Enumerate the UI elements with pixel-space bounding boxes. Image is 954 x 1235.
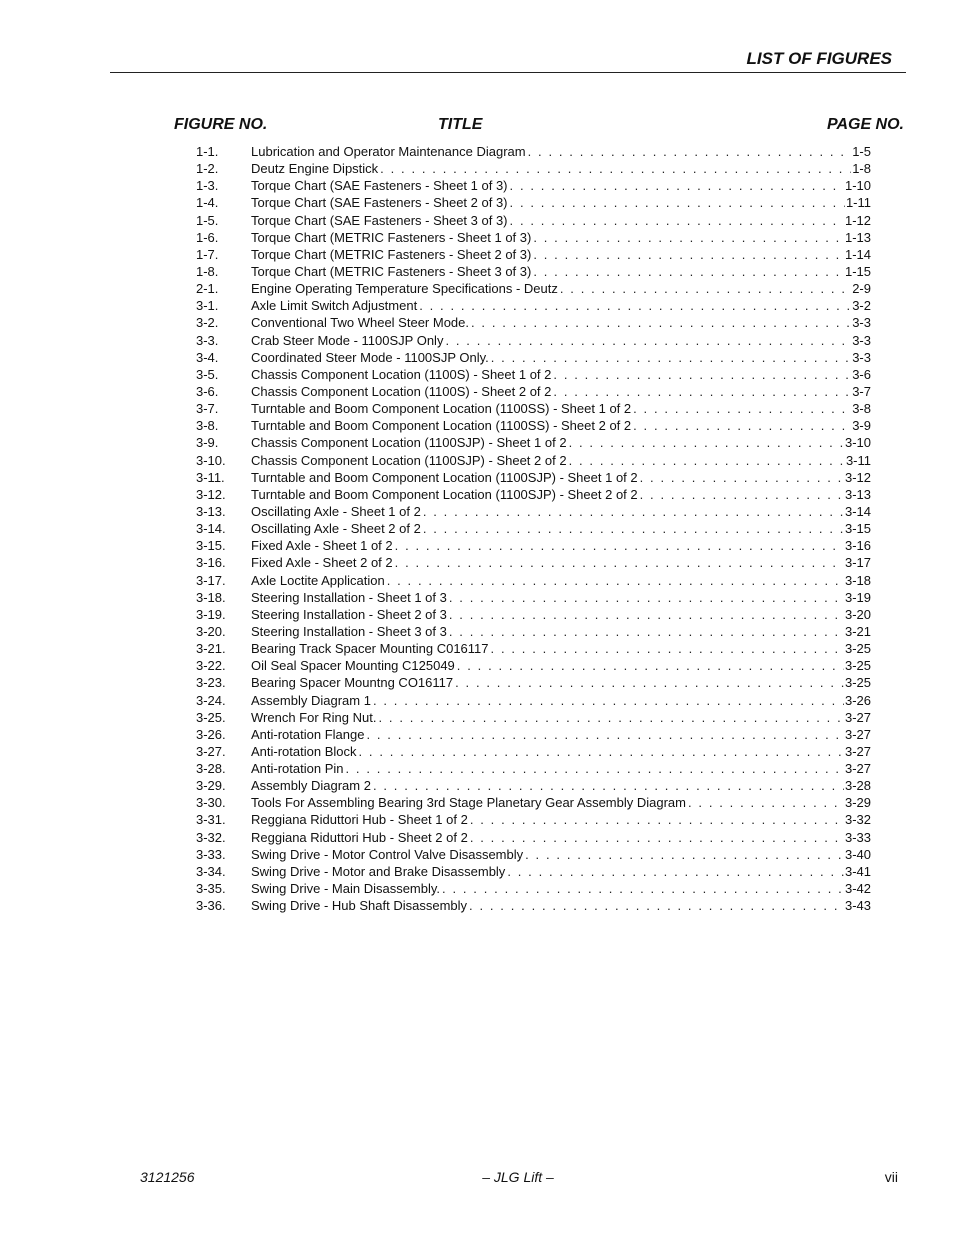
dot-leader [471,314,851,331]
figure-list-item[interactable] [196,400,871,417]
dot-leader [359,743,844,760]
figure-number: 3-34. [196,863,226,879]
figure-list-item[interactable] [196,606,871,623]
figure-page-number: 3-25 [844,641,871,657]
page-header-title: LIST OF FIGURES [746,49,892,68]
dot-leader [366,726,844,743]
figure-page-number: 3-3 [852,349,871,365]
figure-number: 1-7. [196,246,219,262]
figure-number: 3-12. [196,486,226,502]
figure-number: 3-1. [196,298,219,314]
figure-list-item[interactable] [196,743,871,760]
figure-number: 3-30. [196,795,226,811]
figure-number: 3-22. [196,658,226,674]
figure-page-number: 1-10 [844,178,871,194]
figure-number: 3-31. [196,812,226,828]
figure-title: Turntable and Boom Component Location (1100SS) - Sheet 1 of 2 [251,401,632,417]
figure-list-item[interactable] [196,811,871,828]
footer-brand: – JLG Lift – [482,1169,554,1185]
dot-leader [449,589,844,606]
figure-list-item[interactable] [196,297,871,314]
figure-page-number: 3-16 [844,538,871,554]
dot-leader [457,657,844,674]
figure-page-number: 3-10 [844,435,871,451]
dot-leader [449,623,844,640]
footer-doc-number: 3121256 [140,1169,195,1185]
figure-page-number: 1-14 [844,246,871,262]
figure-list-item[interactable] [196,537,871,554]
figure-number: 3-27. [196,743,226,759]
figure-number: 3-8. [196,418,219,434]
figure-number: 3-32. [196,829,226,845]
figure-page-number: 3-15 [844,521,871,537]
figure-list-item[interactable] [196,160,871,177]
figure-number: 3-29. [196,778,226,794]
dot-leader [507,863,844,880]
figure-list-item[interactable] [196,246,871,263]
figure-title: Tools For Assembling Bearing 3rd Stage Planetary Gear Assembly Diagram [251,795,686,811]
figure-list-item[interactable] [196,314,871,331]
dot-leader [525,846,844,863]
figure-page-number: 1-8 [852,161,871,177]
figure-list-item[interactable] [196,657,871,674]
figure-page-number: 3-8 [852,401,871,417]
figure-list-item[interactable] [196,897,871,914]
figure-number: 3-35. [196,881,226,897]
dot-leader [533,229,844,246]
figure-page-number: 1-5 [852,144,871,159]
figure-list-item[interactable] [196,863,871,880]
dot-leader [387,572,844,589]
figure-title: Reggiana Riduttori Hub - Sheet 1 of 2 [251,812,468,828]
figure-title: Assembly Diagram 1 [251,692,371,708]
figure-page-number: 3-32 [844,812,871,828]
dot-leader [633,417,851,434]
figure-number: 1-6. [196,229,219,245]
dot-leader [640,469,844,486]
figure-number: 3-25. [196,709,226,725]
dot-leader [640,486,844,503]
figure-number: 3-3. [196,332,219,348]
figure-title: Swing Drive - Motor Control Valve Disassembly [251,846,524,862]
figure-number: 3-26. [196,726,226,742]
figure-page-number: 3-43 [844,898,871,914]
figure-list-item[interactable] [196,572,871,589]
figure-list [196,143,871,914]
figure-title: Steering Installation - Sheet 1 of 3 [251,589,447,605]
figure-title: Fixed Axle - Sheet 2 of 2 [251,555,393,571]
figure-page-number: 3-14 [844,503,871,519]
figure-list-item[interactable] [196,383,871,400]
figure-title: Anti-rotation Flange [251,726,365,742]
figure-number: 3-20. [196,623,226,639]
figure-list-item[interactable] [196,554,871,571]
figure-title: Fixed Axle - Sheet 1 of 2 [251,538,393,554]
figure-title: Turntable and Boom Component Location (1100SJP) - Sheet 1 of 2 [251,469,638,485]
figure-list-item[interactable] [196,520,871,537]
column-header-title: TITLE [438,116,483,133]
dot-leader [423,520,844,537]
figure-number: 3-6. [196,383,219,399]
figure-title: Swing Drive - Main Disassembly. [251,881,441,897]
figure-list-item[interactable] [196,177,871,194]
figure-title: Axle Limit Switch Adjustment [251,298,418,314]
figure-number: 3-9. [196,435,219,451]
dot-leader [510,194,845,211]
figure-title: Swing Drive - Motor and Brake Disassembly [251,863,506,879]
figure-number: 3-11. [196,469,225,485]
figure-page-number: 3-33 [844,829,871,845]
figure-title: Engine Operating Temperature Specifications - Deutz [251,281,558,297]
figure-list-item[interactable] [196,349,871,366]
dot-leader [346,760,844,777]
figure-title: Swing Drive - Hub Shaft Disassembly [251,898,468,914]
figure-number: 1-4. [196,195,219,211]
dot-leader [569,434,844,451]
figure-title: Torque Chart (METRIC Fasteners - Sheet 3 of 3) [251,263,532,279]
figure-list-item[interactable] [196,846,871,863]
dot-leader [373,692,844,709]
figure-number: 3-15. [196,538,226,554]
figure-number: 3-14. [196,521,226,537]
figure-page-number: 2-9 [852,281,871,297]
dot-leader [510,212,844,229]
figure-list-item[interactable] [196,760,871,777]
figure-page-number: 3-3 [852,332,871,348]
figure-title: Bearing Track Spacer Mounting C016117 [251,641,489,657]
dot-leader [395,537,844,554]
figure-number: 2-1. [196,281,219,297]
figure-list-item[interactable] [196,469,871,486]
dot-leader [469,897,844,914]
figure-title: Assembly Diagram 2 [251,778,371,794]
figure-page-number: 3-11 [845,452,871,468]
figure-title: Anti-rotation Block [251,743,357,759]
figure-page-number: 3-25 [844,658,871,674]
figure-list-item[interactable] [196,280,871,297]
figure-title: Reggiana Riduttori Hub - Sheet 2 of 2 [251,829,468,845]
dot-leader [560,280,851,297]
figure-list-item[interactable] [196,589,871,606]
figure-title: Chassis Component Location (1100S) - Sheet 2 of 2 [251,383,552,399]
figure-title: Torque Chart (SAE Fasteners - Sheet 1 of 3) [251,178,508,194]
figure-page-number: 3-7 [852,383,871,399]
figure-page-number: 3-41 [844,863,871,879]
figure-number: 3-24. [196,692,226,708]
figure-list-item[interactable] [196,777,871,794]
figure-list-item[interactable] [196,503,871,520]
figure-page-number: 3-27 [844,726,871,742]
figure-list-item[interactable] [196,194,871,211]
figure-number: 1-5. [196,212,219,228]
figure-number: 1-2. [196,161,219,177]
figure-title: Torque Chart (METRIC Fasteners - Sheet 1 of 3) [251,229,532,245]
figure-title: Torque Chart (METRIC Fasteners - Sheet 2 of 3) [251,246,532,262]
dot-leader [378,709,844,726]
figure-title: Anti-rotation Pin [251,761,344,777]
figure-number: 1-8. [196,263,219,279]
column-header-page-no: PAGE NO. [826,116,904,133]
figure-number: 3-4. [196,349,219,365]
dot-leader [470,811,844,828]
figure-page-number: 3-40 [844,846,871,862]
figure-list-item[interactable] [196,452,871,469]
figure-list-item[interactable] [196,332,871,349]
figure-number: 3-7. [196,401,219,417]
dot-leader [533,246,844,263]
figure-number: 3-18. [196,589,226,605]
figure-list-item[interactable] [196,640,871,657]
figure-title: Conventional Two Wheel Steer Mode. [251,315,469,331]
dot-leader [470,829,844,846]
figure-title: Chassis Component Location (1100S) - Sheet 1 of 2 [251,366,552,382]
figure-page-number: 3-20 [844,606,871,622]
column-header-figure-no: FIGURE NO. [174,116,268,133]
figure-list-item[interactable] [196,709,871,726]
dot-leader [380,160,851,177]
figure-number: 1-3. [196,178,219,194]
figure-page-number: 1-11 [845,195,871,211]
figure-list-item[interactable] [196,623,871,640]
dot-leader [423,503,844,520]
figure-page-number: 3-19 [844,589,871,605]
dot-leader [633,400,851,417]
figure-page-number: 3-27 [844,761,871,777]
figure-page-number: 1-13 [844,229,871,245]
figure-page-number: 3-42 [844,881,871,897]
dot-leader [533,263,844,280]
figure-page-number: 3-28 [844,778,871,794]
figure-page-number: 1-12 [844,212,871,228]
figure-list-item[interactable] [196,880,871,897]
figure-title: Deutz Engine Dipstick [251,161,379,177]
figure-number: 3-19. [196,606,226,622]
figure-page-number: 3-21 [844,623,871,639]
dot-leader [510,177,844,194]
dot-leader [442,880,844,897]
header-rule [110,72,906,73]
figure-number: 3-2. [196,315,219,331]
dot-leader [445,332,851,349]
figure-list-item[interactable] [196,229,871,246]
figure-title: Torque Chart (SAE Fasteners - Sheet 2 of 3) [251,195,508,211]
figure-list-item[interactable] [196,366,871,383]
dot-leader [553,366,851,383]
figure-title: Bearing Spacer Mountng CO16117 [251,675,454,691]
figure-page-number: 3-26 [844,692,871,708]
figure-title: Turntable and Boom Component Location (1100SS) - Sheet 2 of 2 [251,418,632,434]
figure-number: 1-1. [196,144,219,159]
dot-leader [528,143,852,160]
figure-page-number: 3-17 [844,555,871,571]
figure-number: 3-28. [196,761,226,777]
figure-title: Oil Seal Spacer Mounting C125049 [251,658,455,674]
figure-number: 3-21. [196,641,226,657]
figure-page-number: 3-13 [844,486,871,502]
figure-number: 3-16. [196,555,226,571]
figure-page-number: 3-18 [844,572,871,588]
figure-title: Crab Steer Mode - 1100SJP Only [251,332,444,348]
figure-number: 3-36. [196,898,226,914]
figure-page-number: 1-15 [844,263,871,279]
figure-title: Torque Chart (SAE Fasteners - Sheet 3 of 3) [251,212,508,228]
figure-list-item[interactable] [196,143,871,160]
figure-title: Steering Installation - Sheet 3 of 3 [251,623,447,639]
figure-title: Steering Installation - Sheet 2 of 3 [251,606,447,622]
figure-list-item[interactable] [196,829,871,846]
dot-leader [491,349,851,366]
figure-list-item[interactable] [196,726,871,743]
figure-list-item[interactable] [196,794,871,811]
figure-list-item[interactable] [196,417,871,434]
figure-number: 3-17. [196,572,226,588]
dot-leader [688,794,844,811]
figure-title: Chassis Component Location (1100SJP) - Sheet 1 of 2 [251,435,567,451]
figure-page-number: 3-27 [844,709,871,725]
figure-number: 3-13. [196,503,226,519]
dot-leader [449,606,844,623]
figure-page-number: 3-25 [844,675,871,691]
figure-page-number: 3-12 [844,469,871,485]
figure-page-number: 3-27 [844,743,871,759]
dot-leader [395,554,844,571]
figure-page-number: 3-6 [852,366,871,382]
figure-list-item[interactable] [196,434,871,451]
figure-title: Wrench For Ring Nut. [251,709,377,725]
figure-page-number: 3-2 [852,298,871,314]
dot-leader [569,452,845,469]
figure-number: 3-23. [196,675,226,691]
figure-list-item[interactable] [196,692,871,709]
figure-page-number: 3-9 [852,418,871,434]
figure-number: 3-5. [196,366,219,382]
figure-title: Axle Loctite Application [251,572,385,588]
dot-leader [455,674,844,691]
figure-page-number: 3-29 [844,795,871,811]
figure-title: Lubrication and Operator Maintenance Diagram [251,144,526,159]
dot-leader [553,383,851,400]
figure-list-item[interactable] [196,263,871,280]
figure-number: 3-33. [196,846,226,862]
figure-title: Oscillating Axle - Sheet 1 of 2 [251,503,421,519]
dot-leader [373,777,844,794]
figure-list-item[interactable] [196,486,871,503]
figure-title: Coordinated Steer Mode - 1100SJP Only. [251,349,489,365]
figure-list-item[interactable] [196,212,871,229]
dot-leader [419,297,851,314]
figure-list-item[interactable] [196,674,871,691]
figure-title: Oscillating Axle - Sheet 2 of 2 [251,521,421,537]
figure-page-number: 3-3 [852,315,871,331]
footer-page-number: vii [884,1169,898,1185]
figure-number: 3-10. [196,452,226,468]
dot-leader [491,640,844,657]
figure-title: Turntable and Boom Component Location (1100SJP) - Sheet 2 of 2 [251,486,638,502]
figure-title: Chassis Component Location (1100SJP) - Sheet 2 of 2 [251,452,567,468]
